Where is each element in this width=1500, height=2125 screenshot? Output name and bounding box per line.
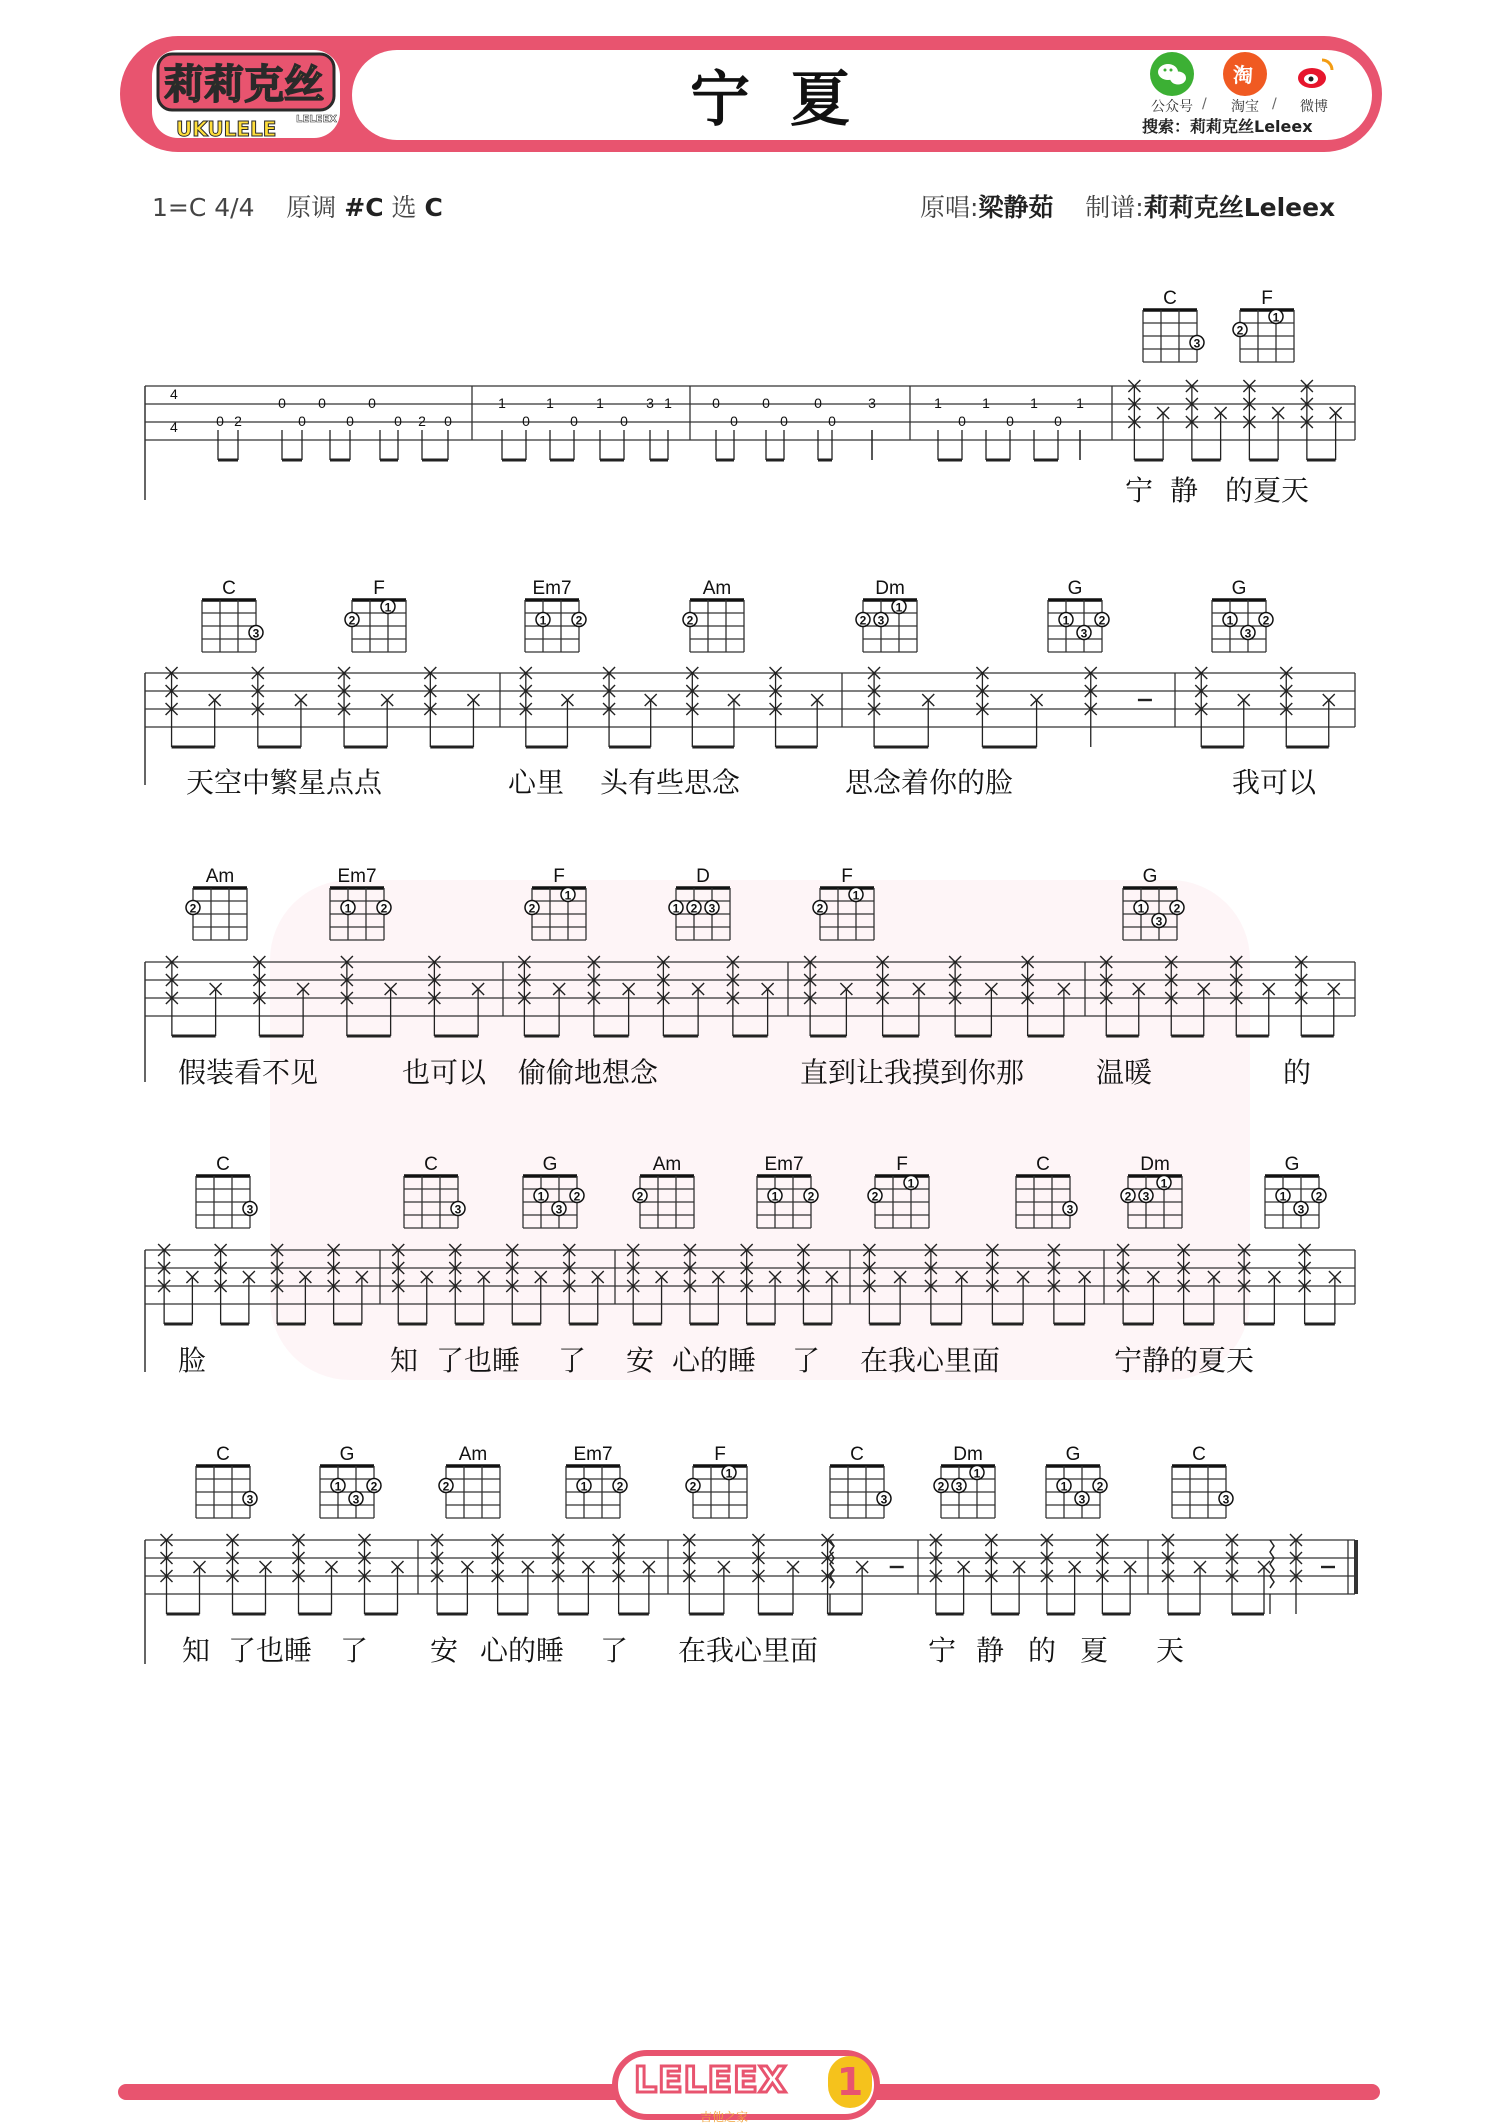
lyric: 的 [1283, 1056, 1312, 1089]
finger-number: 2 [807, 1189, 815, 1204]
finger-number: 1 [771, 1189, 779, 1204]
finger-number: 2 [573, 1189, 581, 1204]
finger-number: 2 [1124, 1189, 1132, 1204]
finger-number: 3 [1222, 1492, 1230, 1507]
tab-note: 0 [278, 395, 286, 411]
tab-note: 1 [982, 395, 990, 411]
finger-number: 1 [852, 888, 860, 903]
chord-name: C [222, 578, 236, 599]
finger-number: 2 [575, 613, 583, 628]
tab-note: 0 [958, 413, 966, 429]
lyric: 宁 [1125, 474, 1154, 507]
chord-name: Dm [1140, 1154, 1170, 1175]
tab-note: 0 [828, 413, 836, 429]
finger-number: 1 [1160, 1176, 1168, 1191]
lyric: 我可以 [1232, 766, 1317, 799]
lyric: 心里 [508, 766, 565, 799]
chord-diagram-c [1172, 1444, 1233, 1518]
tab-note: 0 [444, 413, 452, 429]
finger-number: 3 [1080, 626, 1088, 641]
arranger-label: 制谱: [1085, 193, 1144, 222]
finger-number: 1 [1060, 1479, 1068, 1494]
lyric: 宁静的夏天 [1114, 1344, 1255, 1377]
logo-text-bottom: UKULELE [176, 117, 277, 141]
search-hint: 搜索：莉莉克丝Leleex [1142, 117, 1313, 136]
chord-name: G [542, 1154, 558, 1175]
finger-number: 3 [1193, 336, 1201, 351]
finger-number: 2 [189, 901, 197, 916]
chord-diagram-am [186, 866, 247, 940]
strum-marks-row2 [166, 667, 1335, 747]
chosen-key: C [424, 193, 443, 222]
finger-number: 1 [334, 1479, 342, 1494]
lyric: 心的睡 [672, 1344, 757, 1377]
tab-note: 3 [646, 395, 654, 411]
tab-note: 1 [1076, 395, 1084, 411]
time-sig-bottom: 4 [170, 419, 178, 435]
lyric: 知 [390, 1344, 419, 1377]
tab-note: 0 [298, 413, 306, 429]
tab-note: 1 [596, 395, 604, 411]
finger-number: 2 [636, 1189, 644, 1204]
row-5 [145, 1444, 1356, 1667]
footer-page-number: 1 [828, 2056, 872, 2108]
chord-name: Am [702, 578, 732, 599]
tab-note: 0 [522, 413, 530, 429]
row-1 [145, 288, 1355, 507]
finger-number: 3 [1066, 1202, 1074, 1217]
finger-number: 2 [816, 901, 824, 916]
choose-label: 选 [391, 193, 417, 222]
finger-number: 2 [1236, 323, 1244, 338]
lyric: 静 [976, 1634, 1005, 1667]
tab-note: 0 [712, 395, 720, 411]
finger-number: 3 [246, 1202, 254, 1217]
finger-number: 3 [454, 1202, 462, 1217]
social-label-wechat: 公众号 [1151, 99, 1193, 115]
tab-note: 0 [730, 413, 738, 429]
finger-number: 1 [564, 888, 572, 903]
tab-note: 1 [934, 395, 942, 411]
chord-name: Em7 [573, 1444, 613, 1465]
tab-note: 0 [762, 395, 770, 411]
singer: 梁静茹 [978, 193, 1054, 222]
time-sig-top: 4 [170, 386, 178, 402]
lyric: 了 [600, 1634, 629, 1667]
chord-name: C [216, 1154, 230, 1175]
chord-name: G [339, 1444, 355, 1465]
chord-name: G [1065, 1444, 1081, 1465]
finger-number: 2 [528, 901, 536, 916]
chord-name: C [424, 1154, 438, 1175]
lyric: 在我心里面 [678, 1634, 819, 1667]
finger-number: 3 [352, 1492, 360, 1507]
lyric: 在我心里面 [860, 1344, 1001, 1377]
tab-note: 0 [620, 413, 628, 429]
tab-note: 0 [1006, 413, 1014, 429]
chord-diagram-g [1212, 578, 1273, 652]
tab-note: 2 [418, 413, 426, 429]
finger-number: 2 [689, 1479, 697, 1494]
finger-number: 2 [686, 613, 694, 628]
chord-diagram-row2 [202, 578, 1273, 652]
tab-note: 1 [498, 395, 506, 411]
finger-number: 3 [1078, 1492, 1086, 1507]
chord-diagram-g [1048, 578, 1109, 652]
singer-label: 原唱: [920, 193, 979, 222]
lyric: 思念着你的脸 [845, 766, 1014, 799]
lyric: 宁 [928, 1634, 957, 1667]
footer-brand: LELEEX [634, 2060, 788, 2101]
tab-note: 0 [216, 413, 224, 429]
chord-name: C [1163, 288, 1177, 309]
finger-number: 1 [344, 901, 352, 916]
lyric: 夏 [1080, 1634, 1109, 1667]
tab-note: 0 [1054, 413, 1062, 429]
watermark [270, 880, 1250, 1380]
finger-number: 2 [1173, 901, 1181, 916]
chord-name: Em7 [764, 1154, 804, 1175]
chord-name: Am [652, 1154, 682, 1175]
finger-number: 2 [690, 901, 698, 916]
chord-diagram-dm [856, 578, 917, 652]
finger-number: 2 [442, 1479, 450, 1494]
finger-number: 1 [907, 1176, 915, 1191]
lyric: 了也睡 [228, 1634, 313, 1667]
lyric: 天 [1156, 1634, 1185, 1667]
chord-name: F [553, 866, 565, 887]
chord-name: Am [458, 1444, 488, 1465]
finger-number: 2 [348, 613, 356, 628]
chord-name: F [841, 866, 853, 887]
chord-diagram-row5 [196, 1444, 1233, 1518]
tab-note: 0 [394, 413, 402, 429]
finger-number: 2 [1096, 1479, 1104, 1494]
chord-name: C [216, 1444, 230, 1465]
finger-number: 1 [1137, 901, 1145, 916]
tab-note: 0 [570, 413, 578, 429]
lyric: 的 [1028, 1634, 1057, 1667]
lyric: 了 [792, 1344, 821, 1377]
separator-slash: / [1202, 96, 1207, 112]
lyric: 安 [430, 1634, 459, 1667]
finger-number: 2 [1315, 1189, 1323, 1204]
finger-number: 2 [871, 1189, 879, 1204]
chord-name: C [1192, 1444, 1206, 1465]
chord-name: F [373, 578, 385, 599]
lyric: 心的睡 [480, 1634, 565, 1667]
lyric: 假装看不见 [178, 1056, 319, 1089]
chord-name: Dm [875, 578, 905, 599]
finger-number: 3 [877, 613, 885, 628]
finger-number: 3 [880, 1492, 888, 1507]
chord-diagram-em7 [566, 1444, 627, 1518]
lyric: 知 [182, 1634, 211, 1667]
arpeggio-mark [1270, 1540, 1274, 1588]
finger-number: 2 [1262, 613, 1270, 628]
chord-diagram-am [683, 578, 744, 652]
finger-number: 1 [1226, 613, 1234, 628]
chord-diagram-c [202, 578, 263, 652]
finger-number: 2 [859, 613, 867, 628]
svg-text:淘: 淘 [1233, 63, 1253, 87]
chord-name: G [1231, 578, 1247, 599]
strum-marks-row5 [161, 1534, 1336, 1614]
chord-name: G [1067, 578, 1083, 599]
chord-diagram-row1 [1143, 288, 1294, 362]
lyric: 了 [558, 1344, 587, 1377]
finger-number: 2 [380, 901, 388, 916]
lyric: 了 [340, 1634, 369, 1667]
chord-diagram-f [345, 578, 406, 652]
chord-name: F [1261, 288, 1273, 309]
lyric: 天空中繁星点点 [186, 766, 383, 799]
finger-number: 1 [895, 600, 903, 615]
finger-number: 3 [1142, 1189, 1150, 1204]
chord-diagram-f [686, 1444, 747, 1518]
chord-diagram-c [196, 1154, 257, 1228]
chord-name: C [1036, 1154, 1050, 1175]
finger-number: 1 [1272, 310, 1280, 325]
tab-note: 1 [664, 395, 672, 411]
social-label-weibo: 微博 [1300, 99, 1328, 115]
chord-name: Dm [953, 1444, 983, 1465]
lyric: 偷偷地想念 [518, 1056, 659, 1089]
logo-text-top: 莉莉克丝 [164, 62, 324, 108]
chord-diagram-g [1046, 1444, 1107, 1518]
key-signature: 1=C 4/4 [152, 193, 255, 222]
lyric: 温暖 [1096, 1056, 1153, 1089]
finger-number: 1 [973, 1466, 981, 1481]
lyric: 安 [626, 1344, 655, 1377]
footer-sub: 吉他之家 [700, 2110, 749, 2124]
finger-number: 1 [580, 1479, 588, 1494]
tab-note: 1 [546, 395, 554, 411]
lyric: 脸 [178, 1344, 207, 1377]
tab-note: 0 [780, 413, 788, 429]
finger-number: 3 [555, 1202, 563, 1217]
finger-number: 1 [725, 1466, 733, 1481]
chord-name: F [896, 1154, 908, 1175]
finger-number: 2 [616, 1479, 624, 1494]
finger-number: 1 [1279, 1189, 1287, 1204]
chord-diagram-f [1233, 288, 1294, 362]
social-label-taobao: 淘宝 [1231, 99, 1259, 115]
chord-name: Em7 [337, 866, 377, 887]
chord-diagram-c [1143, 288, 1204, 362]
finger-number: 3 [246, 1492, 254, 1507]
tab-note: 3 [868, 395, 876, 411]
finger-number: 1 [1062, 613, 1070, 628]
finger-number: 3 [1155, 914, 1163, 929]
lyric: 头有些思念 [600, 766, 741, 799]
chord-name: Am [205, 866, 235, 887]
lyric: 静 [1170, 474, 1199, 507]
chord-name: Em7 [532, 578, 572, 599]
tab-note: 0 [318, 395, 326, 411]
chord-diagram-c [830, 1444, 891, 1518]
strum-marks-row1 [1128, 380, 1341, 460]
finger-number: 1 [384, 600, 392, 615]
tab-note: 0 [368, 395, 376, 411]
chord-diagram-c [196, 1444, 257, 1518]
lyric: 直到让我摸到你那 [800, 1056, 1025, 1089]
tab-note: 0 [814, 395, 822, 411]
finger-number: 1 [537, 1189, 545, 1204]
chord-name: F [714, 1444, 726, 1465]
finger-number: 2 [1098, 613, 1106, 628]
finger-number: 1 [672, 901, 680, 916]
finger-number: 3 [708, 901, 716, 916]
chord-name: C [850, 1444, 864, 1465]
finger-number: 2 [370, 1479, 378, 1494]
chord-diagram-em7 [525, 578, 586, 652]
finger-number: 3 [955, 1479, 963, 1494]
tab-note: 1 [1030, 395, 1038, 411]
chord-diagram-dm [934, 1444, 995, 1518]
finger-number: 3 [1297, 1202, 1305, 1217]
intro-tab [216, 395, 1084, 460]
original-key: #C [344, 193, 384, 222]
chord-diagram-g [1265, 1154, 1326, 1228]
tab-note: 0 [346, 413, 354, 429]
original-key-label: 原调 [286, 193, 337, 222]
chord-diagram-g [320, 1444, 381, 1518]
chord-name: D [696, 866, 710, 887]
finger-number: 3 [1244, 626, 1252, 641]
tab-note: 2 [234, 413, 242, 429]
chord-name: G [1142, 866, 1158, 887]
finger-number: 1 [539, 613, 547, 628]
lyric: 的夏天 [1225, 474, 1310, 507]
row-2 [145, 578, 1355, 799]
chord-diagram-am [439, 1444, 500, 1518]
separator-slash: / [1272, 96, 1277, 112]
lyric: 了也睡 [436, 1344, 521, 1377]
song-title: 宁夏 [690, 65, 890, 135]
lyric: 也可以 [402, 1056, 487, 1089]
finger-number: 2 [937, 1479, 945, 1494]
finger-number: 3 [252, 626, 260, 641]
logo-text-side: LELEEX [296, 114, 337, 125]
chord-name: G [1284, 1154, 1300, 1175]
arranger: 莉莉克丝Leleex [1143, 193, 1336, 222]
